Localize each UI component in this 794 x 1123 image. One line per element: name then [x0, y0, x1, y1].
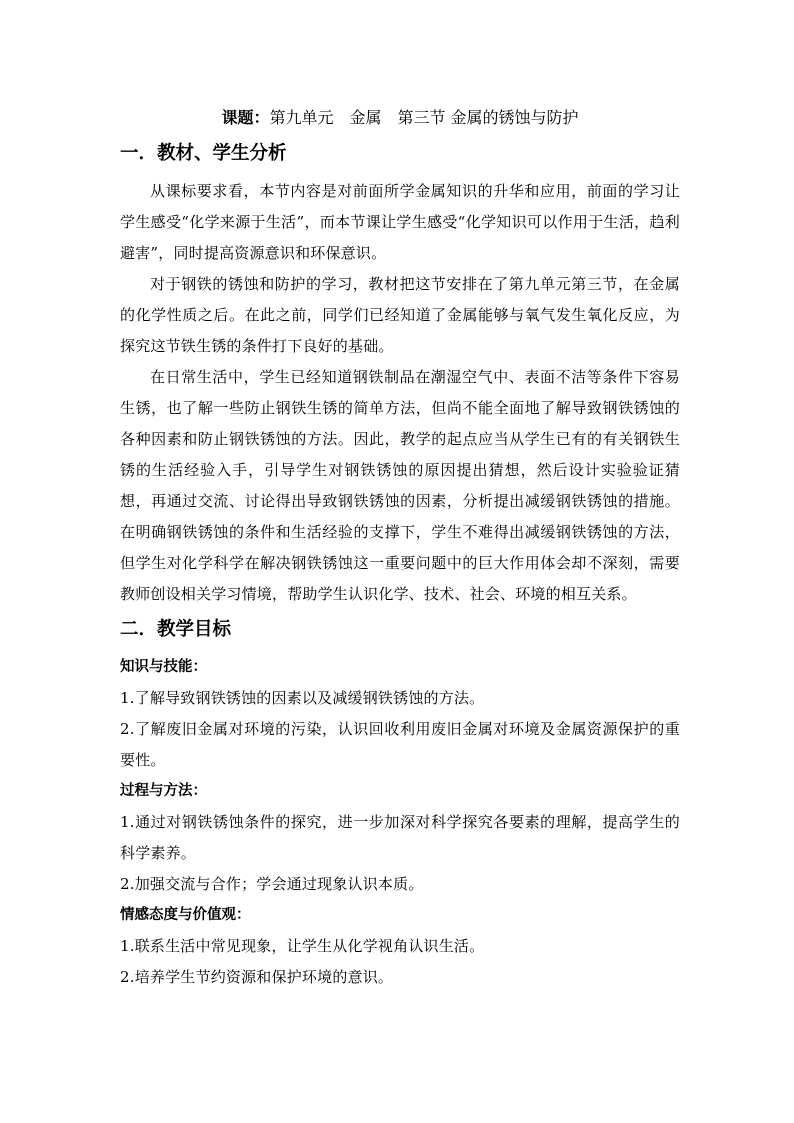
lesson-title-label: 课题：	[221, 108, 270, 127]
section-heading-analysis: 一．教材、学生分析	[120, 143, 287, 164]
objective-item: 1.了解导致钢铁锈蚀的因素以及减缓钢铁锈蚀的方法。	[120, 689, 485, 707]
objective-item: 1.联系生活中常见现象，让学生从化学视角认识生活。	[120, 937, 485, 955]
lesson-title-text: 第九单元 金属 第三节 金属的锈蚀与防护	[269, 108, 579, 127]
lesson-title	[120, 104, 680, 132]
objective-group-title-attitude: 情感态度与价值观：	[120, 907, 251, 923]
analysis-paragraph-3: 在日常生活中，学生已经知道钢铁制品在潮湿空气中、表面不洁等条件下容易生锈，也了解一些防止钢铁生锈的简单方法，但尚不能全面地了解导致钢铁锈蚀的各种因素和防止钢铁锈蚀的方法。因此，教学的起点应当从学生已有的有关钢铁生锈的生活经验入手，引导学生对钢铁锈蚀的原因提出猜想，然后设计实验验证猜想，再通过交流、讨论得出导致钢铁锈蚀的因素，分析提出减缓钢铁锈蚀的措施。在明确钢铁锈蚀的条件和生活经验的支撑下，学生不难得出减缓钢铁锈蚀的方法，但学生对化学科学在解决钢铁锈蚀这一重要问题中的巨大作用体会却不深刻，需要教师创设相关学习情境，帮助学生认识化学、技术、社会、环境的相互关系。	[120, 368, 680, 603]
objective-item: 2.培养学生节约资源和保护环境的意识。	[120, 968, 394, 986]
document-page	[120, 104, 680, 993]
objective-item: 1.通过对钢铁锈蚀条件的探究，进一步加深对科学探究各要素的理解，提高学生的科学素养。	[120, 813, 680, 862]
analysis-paragraph-1: 从课标要求看，本节内容是对前面所学金属知识的升华和应用，前面的学习让学生感受“化学来源于生活”，而本节课让学生感受“化学知识可以作用于生活，趋利避害”，同时提高资源意识和环保意识。	[120, 182, 680, 262]
analysis-paragraph-2: 对于钢铁的锈蚀和防护的学习，教材把这节安排在了第九单元第三节，在金属的化学性质之后。在此之前，同学们已经知道了金属能够与氧气发生氧化反应，为探究这节铁生锈的条件打下良好的基础。	[120, 275, 680, 355]
objective-group-title-knowledge: 知识与技能：	[120, 659, 207, 675]
objective-group-title-process: 过程与方法：	[120, 783, 207, 799]
section-heading-objectives: 二．教学目标	[120, 619, 232, 640]
objective-item: 2.了解废旧金属对环境的污染，认识回收利用废旧金属对环境及金属资源保护的重要性。	[120, 720, 680, 769]
objective-item: 2.加强交流与合作；学会通过现象认识本质。	[120, 875, 424, 893]
